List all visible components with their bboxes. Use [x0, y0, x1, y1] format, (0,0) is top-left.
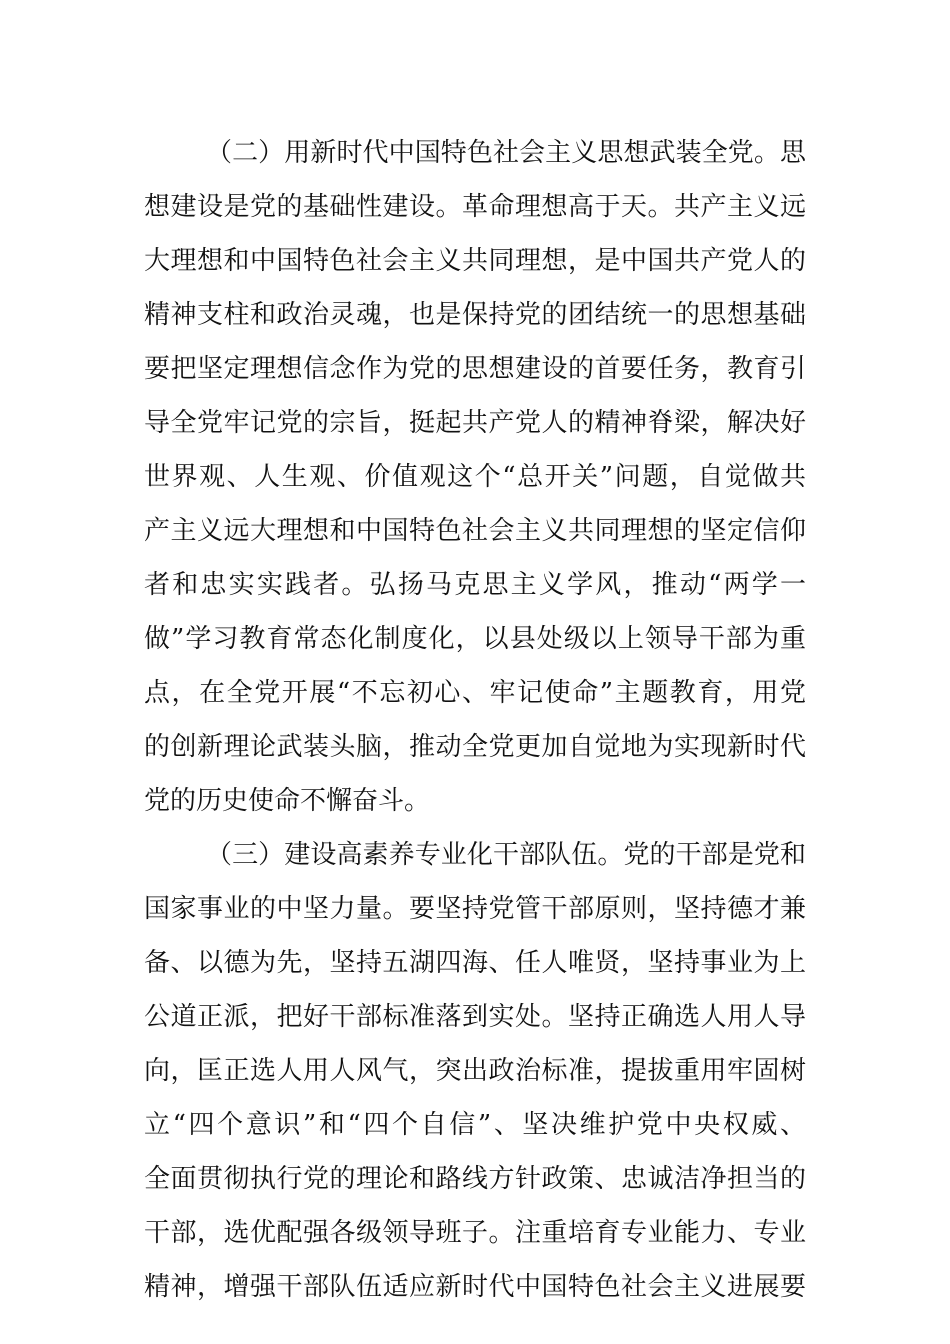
paragraph-line: 向，匡正选人用人风气，突出政治标准，提拔重用牢固树 — [144, 1056, 806, 1086]
paragraph-line: 产主义远大理想和中国特色社会主义共同理想的坚定信仰 — [144, 516, 806, 546]
paragraph-line: （三）建设高素养专业化干部队伍。党的干部是党和 — [206, 840, 806, 870]
document-body — [144, 126, 806, 1314]
paragraph-line: 公道正派，把好干部标准落到实处。坚持正确选人用人导 — [144, 1002, 806, 1032]
paragraph-line: 要把坚定理想信念作为党的思想建设的首要任务，教育引 — [144, 354, 806, 384]
paragraph-line: 的创新理论武装头脑，推动全党更加自觉地为实现新时代 — [144, 732, 806, 762]
paragraph-cadre-team — [144, 828, 806, 1314]
paragraph-line: 世界观、人生观、价值观这个“总开关”问题，自觉做共 — [144, 462, 806, 492]
paragraph-line: 干部，选优配强各级领导班子。注重培育专业能力、专业 — [144, 1218, 806, 1248]
paragraph-line: 者和忠实实践者。弘扬马克思主义学风，推动“两学一 — [144, 570, 806, 600]
paragraph-line: （二）用新时代中国特色社会主义思想武装全党。思 — [206, 138, 806, 168]
paragraph-line: 大理想和中国特色社会主义共同理想，是中国共产党人的 — [144, 246, 806, 276]
paragraph-thought-building — [144, 126, 806, 828]
paragraph-line: 党的历史使命不懈奋斗。 — [144, 786, 431, 816]
paragraph-line: 精神支柱和政治灵魂，也是保持党的团结统一的思想基础 — [144, 300, 806, 330]
paragraph-line: 全面贯彻执行党的理论和路线方针政策、忠诚洁净担当的 — [144, 1164, 806, 1194]
paragraph-line: 想建设是党的基础性建设。革命理想高于天。共产主义远 — [144, 192, 806, 222]
paragraph-line: 导全党牢记党的宗旨，挺起共产党人的精神脊梁，解决好 — [144, 408, 806, 438]
paragraph-line: 精神，增强干部队伍适应新时代中国特色社会主义进展要 — [144, 1272, 806, 1302]
paragraph-line: 做”学习教育常态化制度化，以县处级以上领导干部为重 — [144, 624, 806, 654]
paragraph-line: 立“四个意识”和“四个自信”、坚决维护党中央权威、 — [144, 1110, 806, 1140]
paragraph-line: 国家事业的中坚力量。要坚持党管干部原则，坚持德才兼 — [144, 894, 806, 924]
paragraph-line: 点，在全党开展“不忘初心、牢记使命”主题教育，用党 — [144, 678, 806, 708]
paragraph-line: 备、以德为先，坚持五湖四海、任人唯贤，坚持事业为上 — [144, 948, 806, 978]
